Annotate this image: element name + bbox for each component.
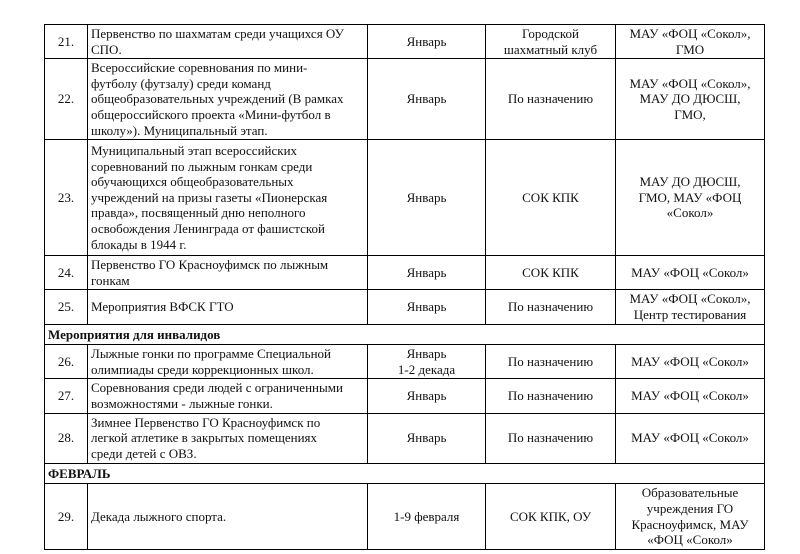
table-row [45, 25, 765, 59]
event-date [368, 413, 486, 463]
event-organizer [616, 256, 765, 290]
row-number: 25. [45, 290, 88, 324]
event-place [486, 290, 616, 324]
event-organizer [616, 25, 765, 59]
event-organizer [616, 59, 765, 140]
event-place [486, 345, 616, 379]
event-organizer-line: Центр тестирования [633, 306, 747, 322]
event-organizer-line: ГМО, [674, 106, 706, 122]
event-organizer [616, 379, 765, 413]
event-place-line: По назначению [507, 91, 594, 107]
event-organizer-line: МАУ ДО ДЮСШ, [639, 91, 741, 107]
event-organizer-line: МАУ «ФОЦ «Сокол», [629, 291, 751, 307]
event-name-line: футболу (футзалу) среди команд [91, 75, 271, 91]
event-name-line: общеобразовательных учреждений (В рамках [91, 91, 344, 107]
event-place-line: По назначению [507, 353, 594, 369]
event-date-line: Январь [406, 299, 447, 315]
event-name-line: правда», посвященный дню неполного [91, 205, 306, 221]
event-date-line: Январь [406, 91, 447, 107]
table-row [45, 345, 765, 379]
event-organizer-line: Красноуфимск, МАУ [631, 516, 749, 532]
section-header-row [45, 324, 765, 345]
table-row [45, 379, 765, 413]
event-organizer-line: МАУ «ФОЦ «Сокол» [631, 430, 749, 446]
section-title-disabled: Мероприятия для инвалидов [45, 324, 765, 345]
event-name-line: Первенство ГО Красноуфимск по лыжным [91, 257, 329, 273]
event-name [88, 59, 368, 140]
section-header-row [45, 463, 765, 484]
row-number: 21. [45, 25, 88, 59]
event-organizer-line: МАУ «ФОЦ «Сокол» [631, 388, 749, 404]
event-date-line: Январь [406, 189, 447, 205]
event-name-line: освобождения Ленинграда от фашистской [91, 221, 325, 237]
event-organizer-line: «Сокол» [666, 205, 714, 221]
event-organizer-line: «ФОЦ «Сокол» [647, 532, 733, 548]
row-number: 29. [45, 484, 88, 550]
event-date-line: Январь [406, 346, 447, 362]
event-name [88, 290, 368, 324]
event-organizer-line: МАУ «ФОЦ «Сокол» [631, 353, 749, 369]
event-place-line: Городской [522, 26, 579, 41]
event-name [88, 256, 368, 290]
event-organizer-line: МАУ «ФОЦ «Сокол», [629, 75, 751, 91]
event-name-line: СПО. [91, 41, 122, 57]
event-date [368, 290, 486, 324]
event-name [88, 140, 368, 256]
event-organizer-line: ГМО, МАУ «ФОЦ [638, 189, 742, 205]
row-number: 23. [45, 140, 88, 256]
section-title-february: ФЕВРАЛЬ [45, 463, 765, 484]
event-organizer-line: МАУ ДО ДЮСШ, [639, 174, 741, 190]
event-name [88, 484, 368, 550]
event-date-line: Январь [406, 430, 447, 446]
table-row [45, 484, 765, 550]
events-table [44, 24, 765, 550]
row-number: 22. [45, 59, 88, 140]
event-date [368, 59, 486, 140]
event-organizer [616, 290, 765, 324]
event-name-line: обучающихся общеобразовательных [91, 174, 294, 190]
event-name-line: Зимнее Первенство ГО Красноуфимск по [91, 414, 321, 430]
event-place-line: шахматный клуб [503, 41, 598, 57]
event-date-line: Январь [406, 33, 447, 49]
event-place-line: СОК КПК [522, 264, 579, 280]
event-date [368, 25, 486, 59]
event-organizer [616, 484, 765, 550]
event-organizer [616, 140, 765, 256]
event-date-line: Январь [406, 388, 447, 404]
event-name [88, 379, 368, 413]
event-date [368, 484, 486, 550]
event-date-line: 1-2 декада [397, 361, 456, 377]
event-date-line: Январь [406, 264, 447, 280]
event-name-line: соревнований по лыжным гонкам среди [91, 158, 313, 174]
event-date [368, 345, 486, 379]
event-name-line: среди детей с ОВЗ. [91, 445, 197, 461]
events-page [44, 24, 764, 550]
table-row [45, 290, 765, 324]
event-place [486, 25, 616, 59]
event-date [368, 256, 486, 290]
event-name-line: гонкам [91, 272, 130, 288]
event-name-line: блокады в 1944 г. [91, 236, 187, 252]
event-place [486, 484, 616, 550]
event-name [88, 345, 368, 379]
table-row [45, 256, 765, 290]
event-date-line: 1-9 февраля [393, 508, 460, 524]
event-place [486, 256, 616, 290]
event-date [368, 140, 486, 256]
event-name-line: Всероссийские соревнования по мини- [91, 60, 308, 76]
event-place [486, 59, 616, 140]
event-name-line: Декада лыжного спорта. [91, 508, 227, 524]
row-number: 24. [45, 256, 88, 290]
event-place-line: По назначению [507, 388, 594, 404]
table-row [45, 413, 765, 463]
event-place-line: СОК КПК, ОУ [509, 508, 592, 524]
event-place [486, 413, 616, 463]
table-row [45, 59, 765, 140]
event-name-line: Мероприятия ВФСК ГТО [91, 299, 234, 315]
event-place [486, 379, 616, 413]
event-organizer-line: учреждения ГО [646, 501, 734, 516]
event-organizer-line: ГМО [675, 41, 705, 57]
event-organizer [616, 413, 765, 463]
event-name-line: общероссийского проекта «Мини-футбол в [91, 106, 331, 122]
event-place-line: СОК КПК [522, 189, 579, 205]
event-name [88, 25, 368, 59]
event-organizer-line: Образовательные [641, 485, 739, 501]
event-name-line: возможностями - лыжные гонки. [91, 395, 273, 411]
event-name-line: олимпиады среди коррекционных школ. [91, 361, 314, 377]
event-place-line: По назначению [507, 430, 594, 446]
event-organizer-line: МАУ «ФОЦ «Сокол» [631, 264, 749, 280]
row-number: 27. [45, 379, 88, 413]
event-organizer-line: МАУ «ФОЦ «Сокол», [629, 26, 751, 41]
event-name-line: легкой атлетике в закрытых помещениях [91, 430, 318, 446]
event-date [368, 379, 486, 413]
event-place [486, 140, 616, 256]
event-name-line: Первенство по шахматам среди учащихся ОУ [91, 26, 344, 41]
event-name-line: Муниципальный этап всероссийских [91, 143, 298, 159]
row-number: 26. [45, 345, 88, 379]
row-number: 28. [45, 413, 88, 463]
event-name-line: Соревнования среди людей с ограниченными [91, 380, 343, 396]
event-name [88, 413, 368, 463]
event-name-line: школу»). Муниципальный этап. [91, 122, 268, 138]
event-name-line: учреждений на призы газеты «Пионерская [91, 189, 328, 205]
event-organizer [616, 345, 765, 379]
event-name-line: Лыжные гонки по программе Специальной [91, 346, 331, 362]
table-row [45, 140, 765, 256]
event-place-line: По назначению [507, 299, 594, 315]
